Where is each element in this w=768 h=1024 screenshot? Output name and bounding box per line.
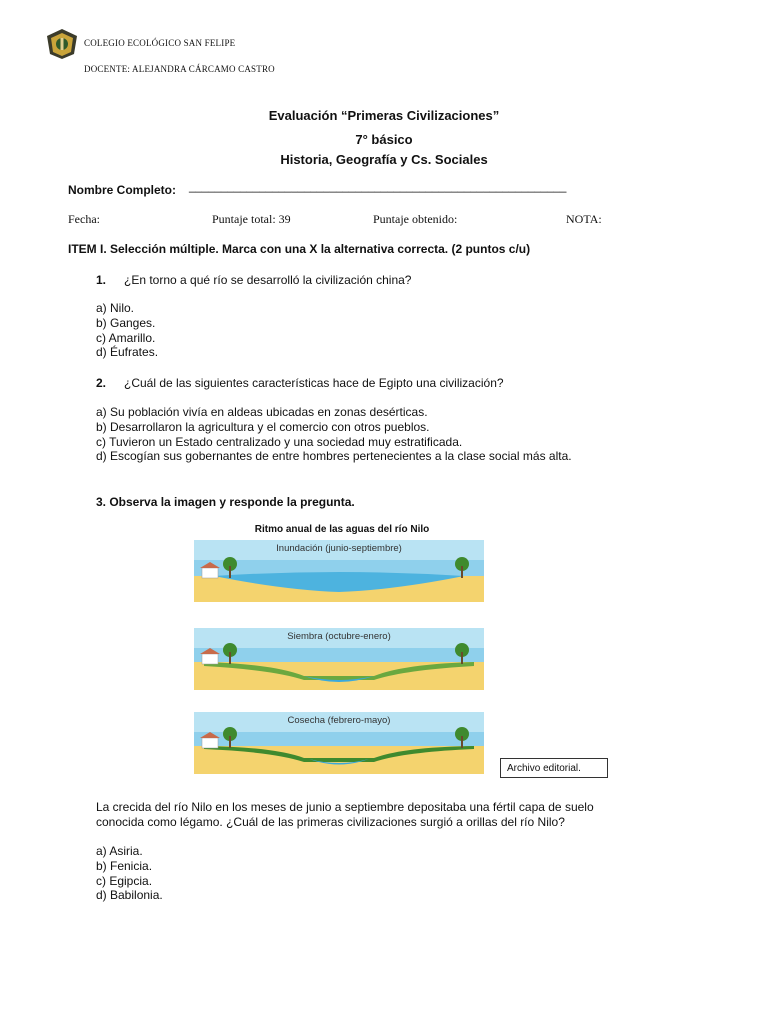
panel-flood [194,540,484,602]
total-score-label: Puntaje total: 39 [212,212,291,226]
school-crest-icon [44,28,80,60]
option[interactable]: c) Amarillo. [96,330,156,345]
option[interactable]: d) Babilonia. [96,888,163,903]
option[interactable]: c) Tuvieron un Estado centralizado y una sociedad muy estratificada. [96,434,463,449]
obtained-score-label: Puntaje obtenido: [373,212,458,226]
grade-level: 7° básico [355,132,413,147]
option[interactable]: a) Asiria. [96,844,143,858]
option[interactable]: b) Ganges. [96,315,156,330]
option[interactable]: a) Nilo. [96,301,135,315]
option[interactable]: d) Éufrates. [96,345,159,360]
option[interactable]: d) Escogían sus gobernantes de entre hombres pertenecientes a la clase social más alta. [96,449,572,464]
question-1-options [96,301,158,360]
option[interactable]: b) Desarrollaron la agricultura y el comercio con otros pueblos. [96,419,430,434]
teacher-name: DOCENTE: ALEJANDRA CÁRCAMO CASTRO [84,64,275,74]
panel-sowing-label: Siembra (octubre-enero) [287,631,391,642]
image-credit: Archivo editorial. [500,758,608,778]
panel-harvest-label: Cosecha (febrero-mayo) [287,715,391,726]
school-logo [44,28,80,60]
exam-title: Evaluación “Primeras Civilizaciones” [268,108,500,123]
nile-figure [192,524,492,782]
option[interactable]: a) Su población vivía en aldeas ubicadas en zonas desérticas. [96,405,428,419]
question-3-heading: 3. Observa la imagen y responde la pregunta. [96,495,355,509]
question-2-number: 2. [96,376,107,390]
question-1-number: 1. [96,273,107,287]
question-1-text: ¿En torno a qué río se desarrolló la civilización china? [124,273,412,287]
grade-label: NOTA: [566,212,602,226]
figure-title: Ritmo anual de las aguas del río Nilo [254,524,430,535]
item1-heading: ITEM I. Selección múltiple. Marca con una X la alternativa correcta. (2 puntos c/u) [68,242,531,256]
question-3-text-line1: La crecida del río Nilo en los meses de junio a septiembre depositaba una fértil capa de suelo [96,800,594,814]
question-2-options [96,405,572,464]
panel-harvest [194,712,484,774]
question-3-options [96,844,163,903]
school-name: COLEGIO ECOLÓGICO SAN FELIPE [84,38,236,48]
panel-sowing [194,628,484,690]
name-label: Nombre Completo: [68,183,176,197]
question-2-text: ¿Cuál de las siguientes características hace de Egipto una civilización? [124,376,504,390]
name-line[interactable]: ___________________________________________________________ [189,181,567,193]
date-label: Fecha: [68,212,100,226]
panel-flood-label: Inundación (junio-septiembre) [276,543,402,554]
option[interactable]: b) Fenicia. [96,858,153,873]
question-3-text-line2: conocida como légamo. ¿Cuál de las primeras civilizaciones surgió a orillas del río Nilo? [96,815,565,829]
subject-title: Historia, Geografía y Cs. Sociales [280,152,488,167]
option[interactable]: c) Egipcia. [96,873,153,888]
